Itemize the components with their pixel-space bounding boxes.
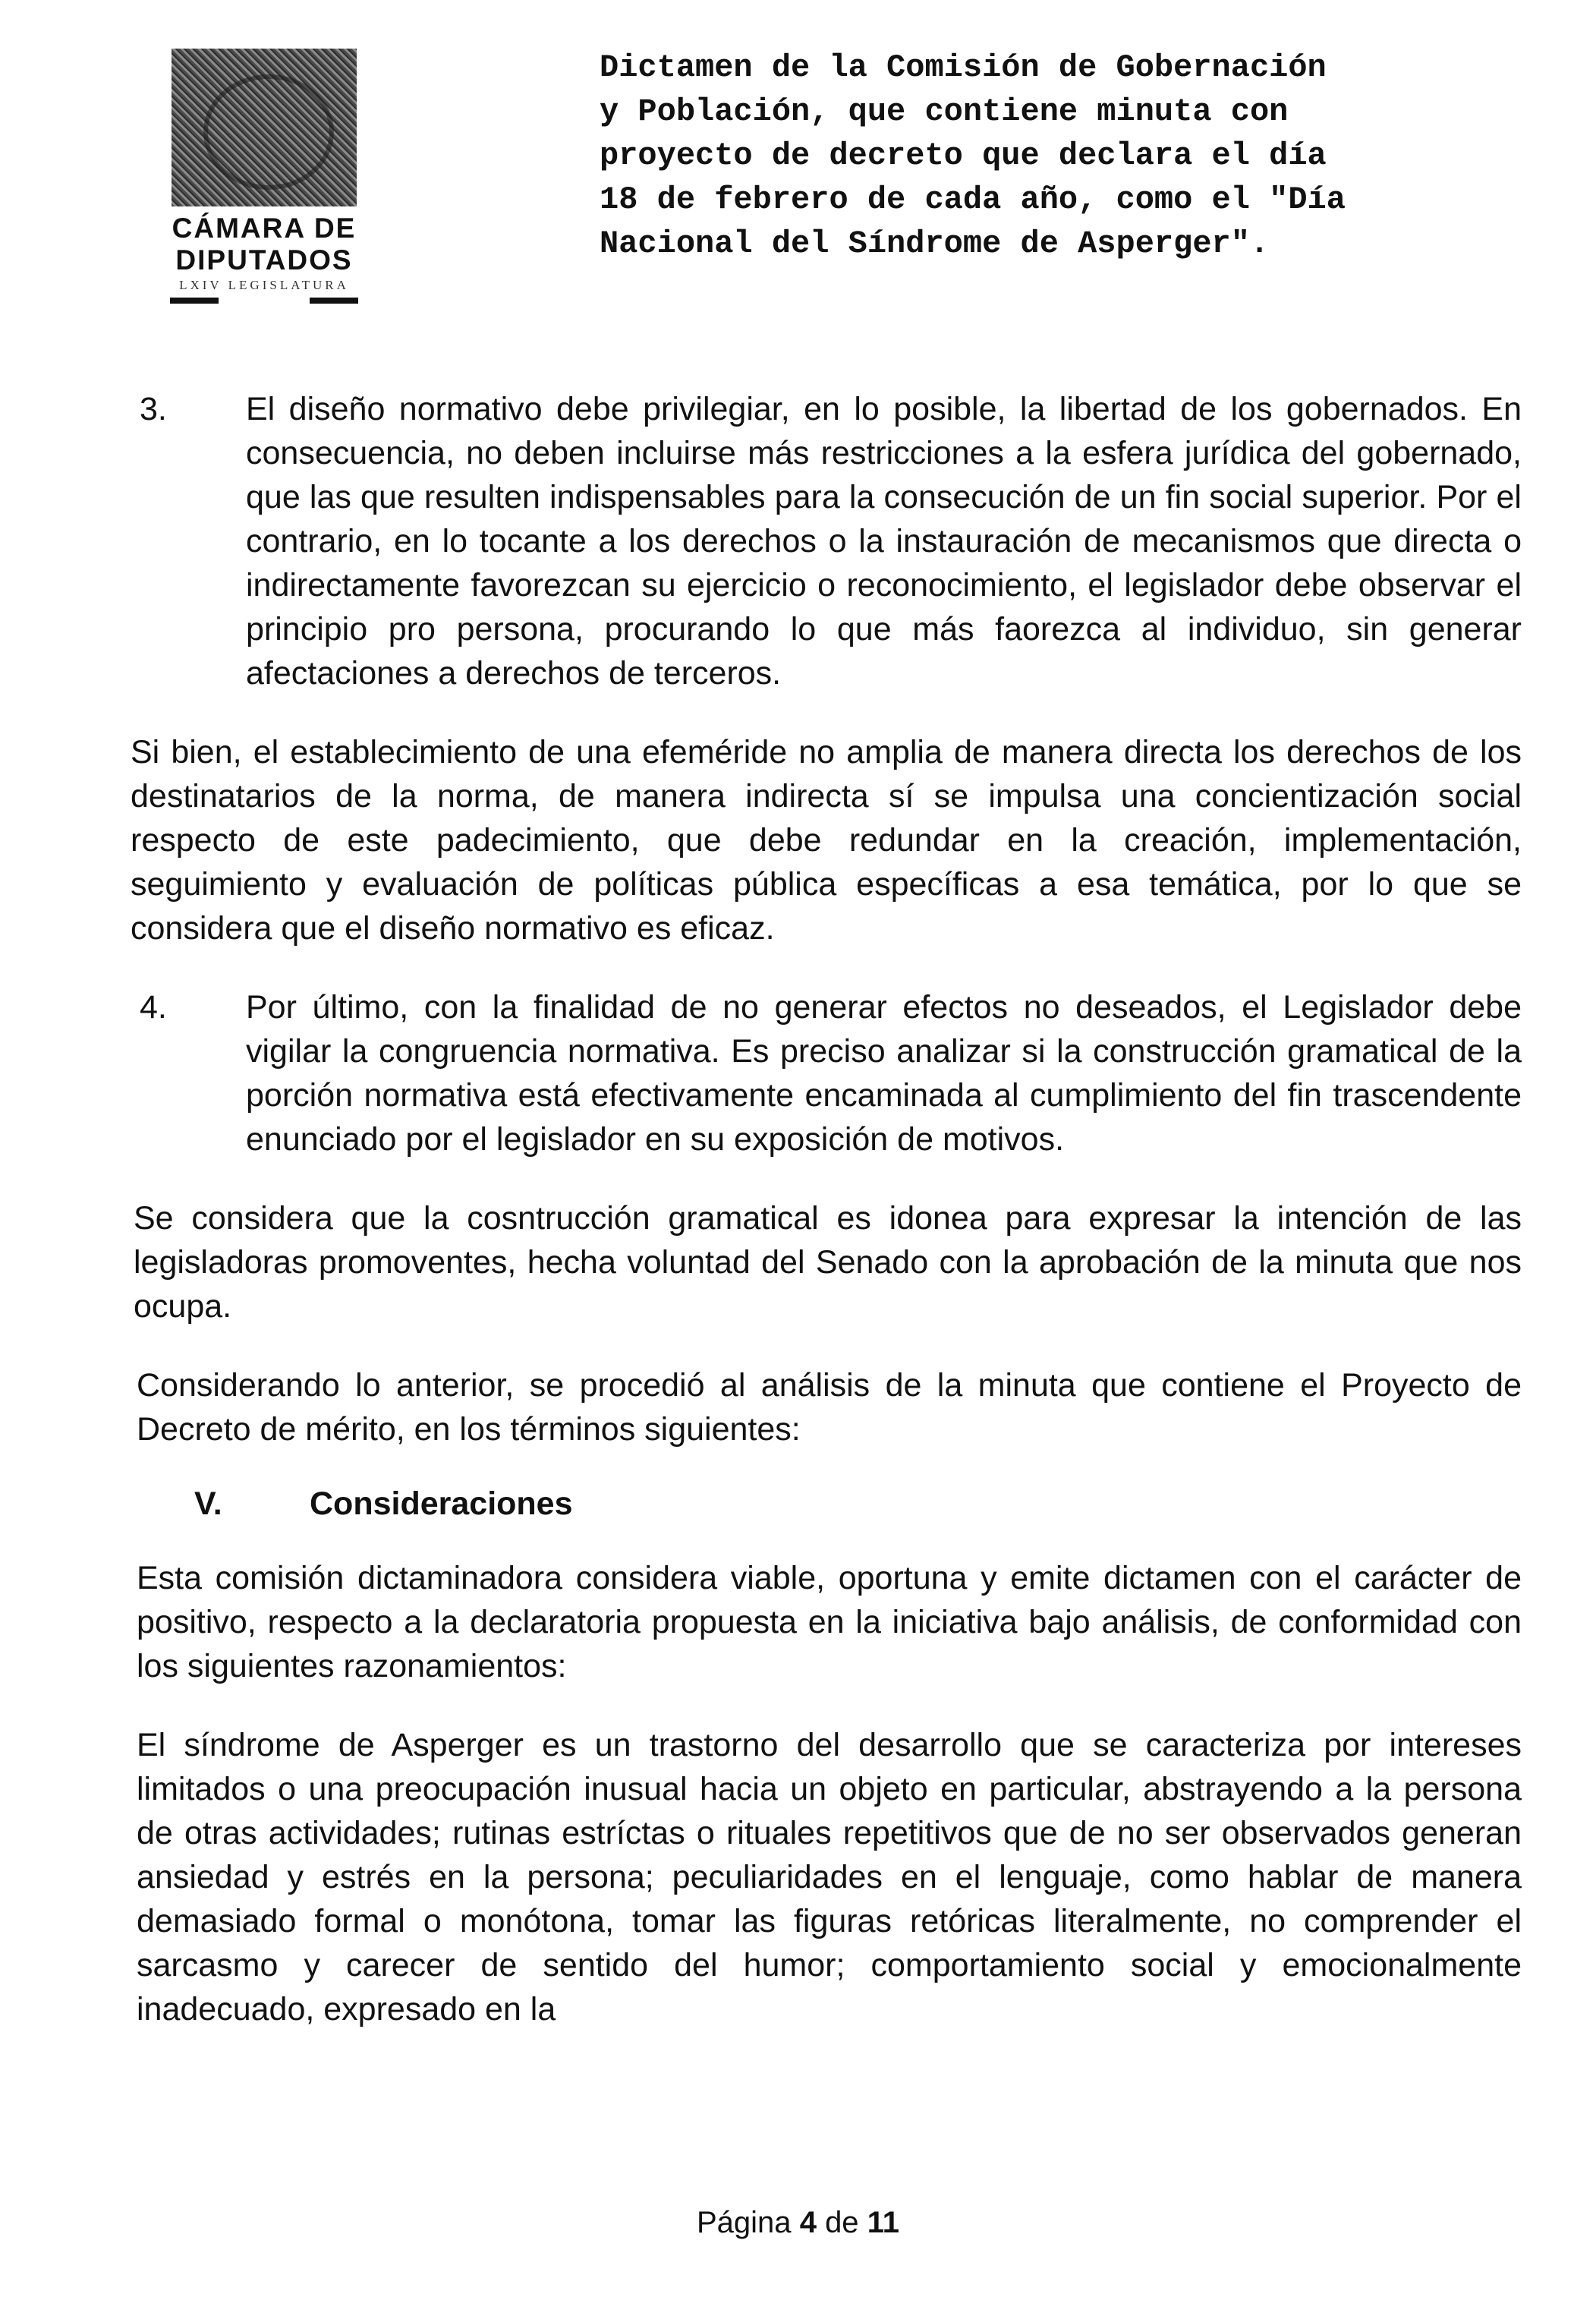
title-line: Dictamen de la Comisión de Gobernación <box>600 49 1327 86</box>
item-number: 4. <box>140 989 167 1026</box>
page-number <box>0 2206 1596 2240</box>
section-title: Consideraciones <box>310 1486 573 1522</box>
logo-bars <box>161 298 367 305</box>
total-pages: 11 <box>867 2206 899 2239</box>
item-text: El diseño normativo debe privilegiar, en lo posible, la libertad de los gobernados. En consecuencia, no deben incluirse más restricciones a la esfera jurídica del gobernado, que las que resulten indispensables para la consecución de un fin social superior. Por el contrario, en lo tocante a los derechos o la instauración de mecanismos que directa o indirectamente favorezcan su ejercicio o reconocimiento, el legislador debe observar el principio pro persona, procurando lo que más faorezca al individuo, sin generar afectaciones a derechos de terceros. <box>246 391 1522 692</box>
paragraph-comision: Esta comisión dictaminadora considera viable, oportuna y emite dictamen con el carácter de positivo, respecto a la declaratoria propuesta en la iniciativa bajo análisis, de conformidad con los siguientes razonamientos: <box>137 1560 1522 1684</box>
paragraph-gramatical: Se considera que la cosntrucción gramatical es idonea para expresar la intención de las legisladoras promoventes, hecha voluntad del Senado con la aprobación de la minuta que nos ocupa. <box>134 1200 1522 1325</box>
document-body <box>131 387 1522 2031</box>
logo-name-line1: CÁMARA DE <box>172 213 357 244</box>
paragraph-considerando: Considerando lo anterior, se procedió al análisis de la minuta que contiene el Proyecto de Decreto de mérito, en los términos siguientes: <box>137 1367 1522 1448</box>
title-line: 18 de febrero de cada año, como el "Día <box>600 181 1346 218</box>
chamber-logo <box>161 49 367 305</box>
title-line: y Población, que contiene minuta con <box>600 93 1289 130</box>
document-title <box>600 46 1533 266</box>
section-heading <box>194 1482 1522 1526</box>
paragraph-sindrome: El síndrome de Asperger es un trastorno del desarrollo que se caracteriza por intereses limitados o una preocupación inusual hacia un objeto en particular, abstrayendo a la persona de otras actividades; rutinas estríctas o rituales repetitivos que de no ser observados generan ansiedad y estrés en la persona; peculiaridades en el lenguaje, como hablar de manera demasiado formal o monótona, tomar las figuras retóricas literalmente, no comprender el sarcasmo y carecer de sentido del humor; comportamiento social y emocionalmente inadecuado, expresado en la <box>137 1727 1522 2027</box>
current-page: 4 <box>799 2206 817 2239</box>
logo-legislature: LXIV LEGISLATURA <box>179 278 349 292</box>
paragraph-efemeride: Si bien, el establecimiento de una efeméride no amplia de manera directa los derechos de los destinatarios de la norma, de manera indirecta sí se impulsa una concientización social respecto de este padecimiento, que debe redundar en la creación, implementación, seguimiento y evaluación de políticas pública específicas a esa temática, por lo que se considera que el diseño normativo es eficaz. <box>131 734 1522 947</box>
section-number: V. <box>194 1486 222 1522</box>
page-separator: de <box>825 2206 859 2239</box>
logo-name-line2: DIPUTADOS <box>175 244 353 276</box>
numbered-item-4 <box>137 985 1522 1161</box>
page-label: Página <box>697 2206 792 2239</box>
item-number: 3. <box>140 391 167 427</box>
title-line: Nacional del Síndrome de Asperger". <box>600 225 1270 262</box>
seal-icon <box>172 49 357 206</box>
numbered-item-3 <box>137 387 1522 695</box>
item-text: Por último, con la finalidad de no generar efectos no deseados, el Legislador debe vigilar la congruencia normativa. Es preciso analizar si la construcción gramatical de la porción normativa está efectivamente encaminada al cumplimiento del fin trascendente enunciado por el legislador en su exposición de motivos. <box>246 989 1522 1158</box>
title-line: proyecto de decreto que declara el día <box>600 137 1327 174</box>
